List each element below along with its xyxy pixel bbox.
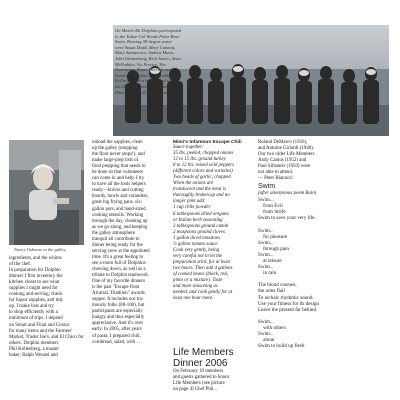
recipe-line: or Italian herb seasoning — [173, 217, 223, 223]
poem-line: To archaic rhythmic sound. — [258, 294, 314, 301]
text-line: kitchen closet to see what — [9, 280, 60, 286]
recipe-line: preparation stick, for at least — [173, 259, 231, 265]
life-members-heading: Life Members Dinner 2006 — [173, 347, 234, 369]
recipe-line: ½ gallon tomato sauce — [173, 241, 218, 247]
text-line: on Smart and Final and Costco — [9, 322, 70, 328]
poem-line: Leave the present far behind. — [258, 306, 318, 313]
recipe-line: 2 teaspoons ground cloves — [173, 229, 225, 235]
galley-photo-image — [9, 140, 84, 245]
recipe-line: 1 cup chile powder — [173, 205, 211, 211]
recipe-line: 3 tablespoons ground cumin — [173, 223, 229, 229]
text-line: Andy Camus (1952) and — [258, 158, 307, 164]
poem-line: with others — [258, 325, 286, 332]
text-line: unload the supplies, clean — [92, 140, 143, 145]
recipe-line: 1 gallon diced tomatoes — [173, 235, 220, 241]
poem-line: from Evil — [258, 203, 283, 210]
text-line: — Peter Bianucci — [258, 176, 293, 182]
text-line: ready—knives and cutting — [92, 188, 144, 194]
text-line: the floor never stops!), and — [92, 152, 145, 158]
text-line: chewing down, as well as a — [92, 266, 146, 272]
text-line: make large-prep lists of — [92, 158, 139, 164]
poem-line: from Strife — [258, 209, 286, 216]
text-line: baker, Ralph Wenzel and — [9, 352, 58, 358]
poem-line: Use your fitness for its design — [258, 300, 319, 307]
text-line: the galley atmosphere — [92, 230, 135, 236]
caption-line: were Susan Dodd, Mary Cannon, — [115, 44, 176, 50]
text-line: of the chef. — [9, 262, 32, 268]
text-line: cooking and serving, check — [9, 292, 63, 298]
poem-line: Swim... — [258, 251, 274, 258]
text-line: be done so that volunteers — [92, 170, 144, 176]
recipe-title: Mimi's Infamous Escape Chili — [173, 140, 242, 145]
text-line: appreciative. And it's over — [92, 321, 144, 327]
recipe-line: (different colors and varieties) — [173, 169, 233, 175]
life-members-section — [173, 347, 259, 393]
caption-line: Photo: Marion R. Fitzgibbons — [115, 89, 170, 95]
column-1-text — [9, 256, 93, 359]
poem-line: Swim... — [258, 239, 274, 246]
recipe-line: 8 to 12 lbs. mixed wild peppers — [173, 163, 234, 169]
caption-line: the 200-yard course all butterfly. — [115, 83, 175, 89]
text-line: In preparation for Dolphin — [9, 268, 61, 274]
poem-line: in rain — [258, 270, 277, 277]
recipe-line: thoroughly broken up and no — [173, 193, 230, 199]
swim-poem-title: Swim — [258, 183, 276, 190]
recipe-line: least one hour more. — [173, 296, 214, 302]
text-line: dinner being ready for the — [92, 242, 143, 248]
poem-line: Swim... — [258, 197, 274, 204]
text-line: cornbread, salad, with . . . — [92, 339, 143, 345]
recipe-line: longer pink add: — [173, 199, 206, 205]
swim-poem-lines — [258, 197, 398, 349]
text-line: tribute to Dolphin teamwork. — [92, 273, 150, 279]
recipe-line: two hours. Then add 4 gallons — [173, 265, 233, 271]
text-line: for many items and the Farmers' — [9, 328, 73, 334]
text-line: Market, Trader Joe's, and El Chico for — [9, 334, 84, 340]
text-line: cooking utensils. Working — [92, 212, 144, 218]
text-line: food prepping that needs to — [92, 164, 146, 170]
recipe-line: of cooked beans (black, red, — [173, 271, 228, 277]
poem-line: at leisure — [258, 257, 282, 264]
caption-line: John Glattenberg, Rich Arseto, Sean — [115, 55, 181, 61]
recipe-line: and more seasoning as — [173, 284, 218, 290]
caption-line: Overmeyer, Bryan Herrick, and — [115, 67, 172, 73]
caption-line: in the Tahoe-Cal Woods Polar Bear — [115, 33, 180, 39]
recipe-line: very careful not to let the — [173, 253, 223, 259]
recipe-box — [173, 140, 259, 302]
text-line: of pasta, I prepared chili, — [92, 333, 141, 339]
caption-line: Mary Santacroce, Andrea Mann, — [115, 50, 174, 56]
text-line: can come in and help. I try — [92, 176, 145, 182]
text-line: and Antoine Girlardi (1948). — [258, 146, 314, 152]
galley-photo — [9, 140, 84, 245]
group-photo-caption — [115, 28, 225, 95]
text-line: minimum of trips. I depend — [9, 316, 63, 322]
recipe-line: translucent and the meat is — [173, 187, 226, 193]
text-line: gallon pots, and hand-sized — [92, 206, 146, 212]
text-line: up. I make lists and try — [9, 304, 54, 310]
galley-photo-caption: Nancy Osborne in the galley. — [14, 247, 67, 252]
text-line: for liquor supplies, and tidy — [9, 298, 64, 304]
caption-line: Kollin arrived a bit late and swam — [115, 78, 178, 84]
text-line: mously folks (80-100), but — [92, 303, 145, 309]
caption-line: honorary Dolphin Josh Brekke. Tom — [115, 72, 181, 78]
caption-line: On March 4th Dolphins participated — [115, 28, 182, 33]
text-line: serving crew at the appointed — [92, 248, 150, 254]
poem-line: for pleasure — [258, 233, 288, 240]
poem-line: The blood courses, — [258, 282, 297, 289]
poem-line: Swim to build up flesh — [258, 343, 305, 350]
text-line: supper. It includes our tra- — [92, 297, 144, 303]
life-members-text — [173, 369, 259, 393]
text-line: great big frying pans, six- — [92, 200, 143, 206]
text-line: tranquil all contribute to — [92, 236, 140, 242]
poem-line: Swim... — [258, 264, 274, 271]
text-line: through the day, cleaning up — [92, 218, 148, 224]
text-line: ingredients, and the whims — [9, 256, 62, 261]
text-line: Paul Sillzener (1950) were — [258, 164, 311, 170]
poem-line: through pain — [258, 245, 289, 252]
recipe-line: Two heads of garlic, chopped — [173, 175, 231, 181]
swim-poem-subtitle: (after anonymous poem Rain) — [258, 191, 317, 196]
text-line: Life Members (see picture — [173, 381, 225, 387]
recipe-line: Cook very gently, being — [173, 247, 220, 253]
poem-line: Swim to save your very life. — [258, 215, 316, 222]
text-line: Our two older Life Members — [258, 152, 315, 158]
text-line: to shop efficiently with a — [9, 310, 58, 316]
poem-line: the arms flail — [258, 288, 285, 295]
text-line: up the galley (mopping — [92, 146, 138, 152]
swim-poem — [258, 183, 398, 349]
text-line: early. In 2005, after years — [92, 327, 142, 333]
text-line: Alcatraz Triathlon" awards — [92, 291, 145, 297]
poem-line: Swim... — [258, 318, 274, 325]
text-line: dinners I first inventory the — [9, 274, 63, 280]
recipe-lines — [173, 151, 259, 302]
text-line: not able to attend. — [258, 170, 294, 176]
text-line: and guests gathered to honor — [173, 375, 230, 381]
text-line: time. It's a great feeling to — [92, 254, 144, 260]
column-4-text — [258, 140, 398, 182]
text-line: Roland DeMarco (1956), — [258, 140, 308, 145]
recipe-line: 6 tablespoons dried oregano — [173, 211, 229, 217]
text-line: One of my favorite dinners — [92, 279, 145, 285]
text-line: to have all the tools helpers — [92, 182, 146, 188]
recipe-line: 35 lbs. peeled, chopped onions — [173, 151, 234, 157]
caption-line: McFadden, Vic Procter, Tim — [115, 61, 166, 67]
text-line: supplies I might need for — [9, 286, 58, 292]
column-2-text — [92, 140, 176, 346]
text-line: see a room full of Dolphins — [92, 260, 146, 266]
recipe-line: 12 to 15 lbs. ground turkey — [173, 157, 226, 163]
text-line: participants are especially — [92, 309, 143, 315]
caption-line: Swim. Braving 38-degree water — [115, 39, 173, 45]
text-line: On February 19 members — [173, 369, 224, 374]
text-line: as we go along, and keeping — [92, 224, 148, 230]
text-line: others. Dolphin members — [9, 340, 59, 346]
text-line: boards, bowls and colanders, — [92, 194, 149, 200]
text-line: on page 4) Chef Phil... — [173, 387, 218, 393]
poem-line: Swim... — [258, 331, 274, 338]
recipe-line: pinto or a mixture). Taste — [173, 278, 223, 284]
text-line: hungry and thus especially — [92, 315, 145, 321]
recipe-line: When the onions are — [173, 181, 214, 187]
text-line: Phil Kollenberg, a master — [9, 346, 59, 352]
poem-line: alone — [258, 337, 275, 344]
recipe-subtitle: Sauce together: — [173, 145, 204, 150]
recipe-line: needed, and cook gently for at — [173, 290, 233, 296]
poem-line: Swim... — [258, 227, 274, 234]
text-line: is the past "Escape from — [92, 285, 140, 291]
